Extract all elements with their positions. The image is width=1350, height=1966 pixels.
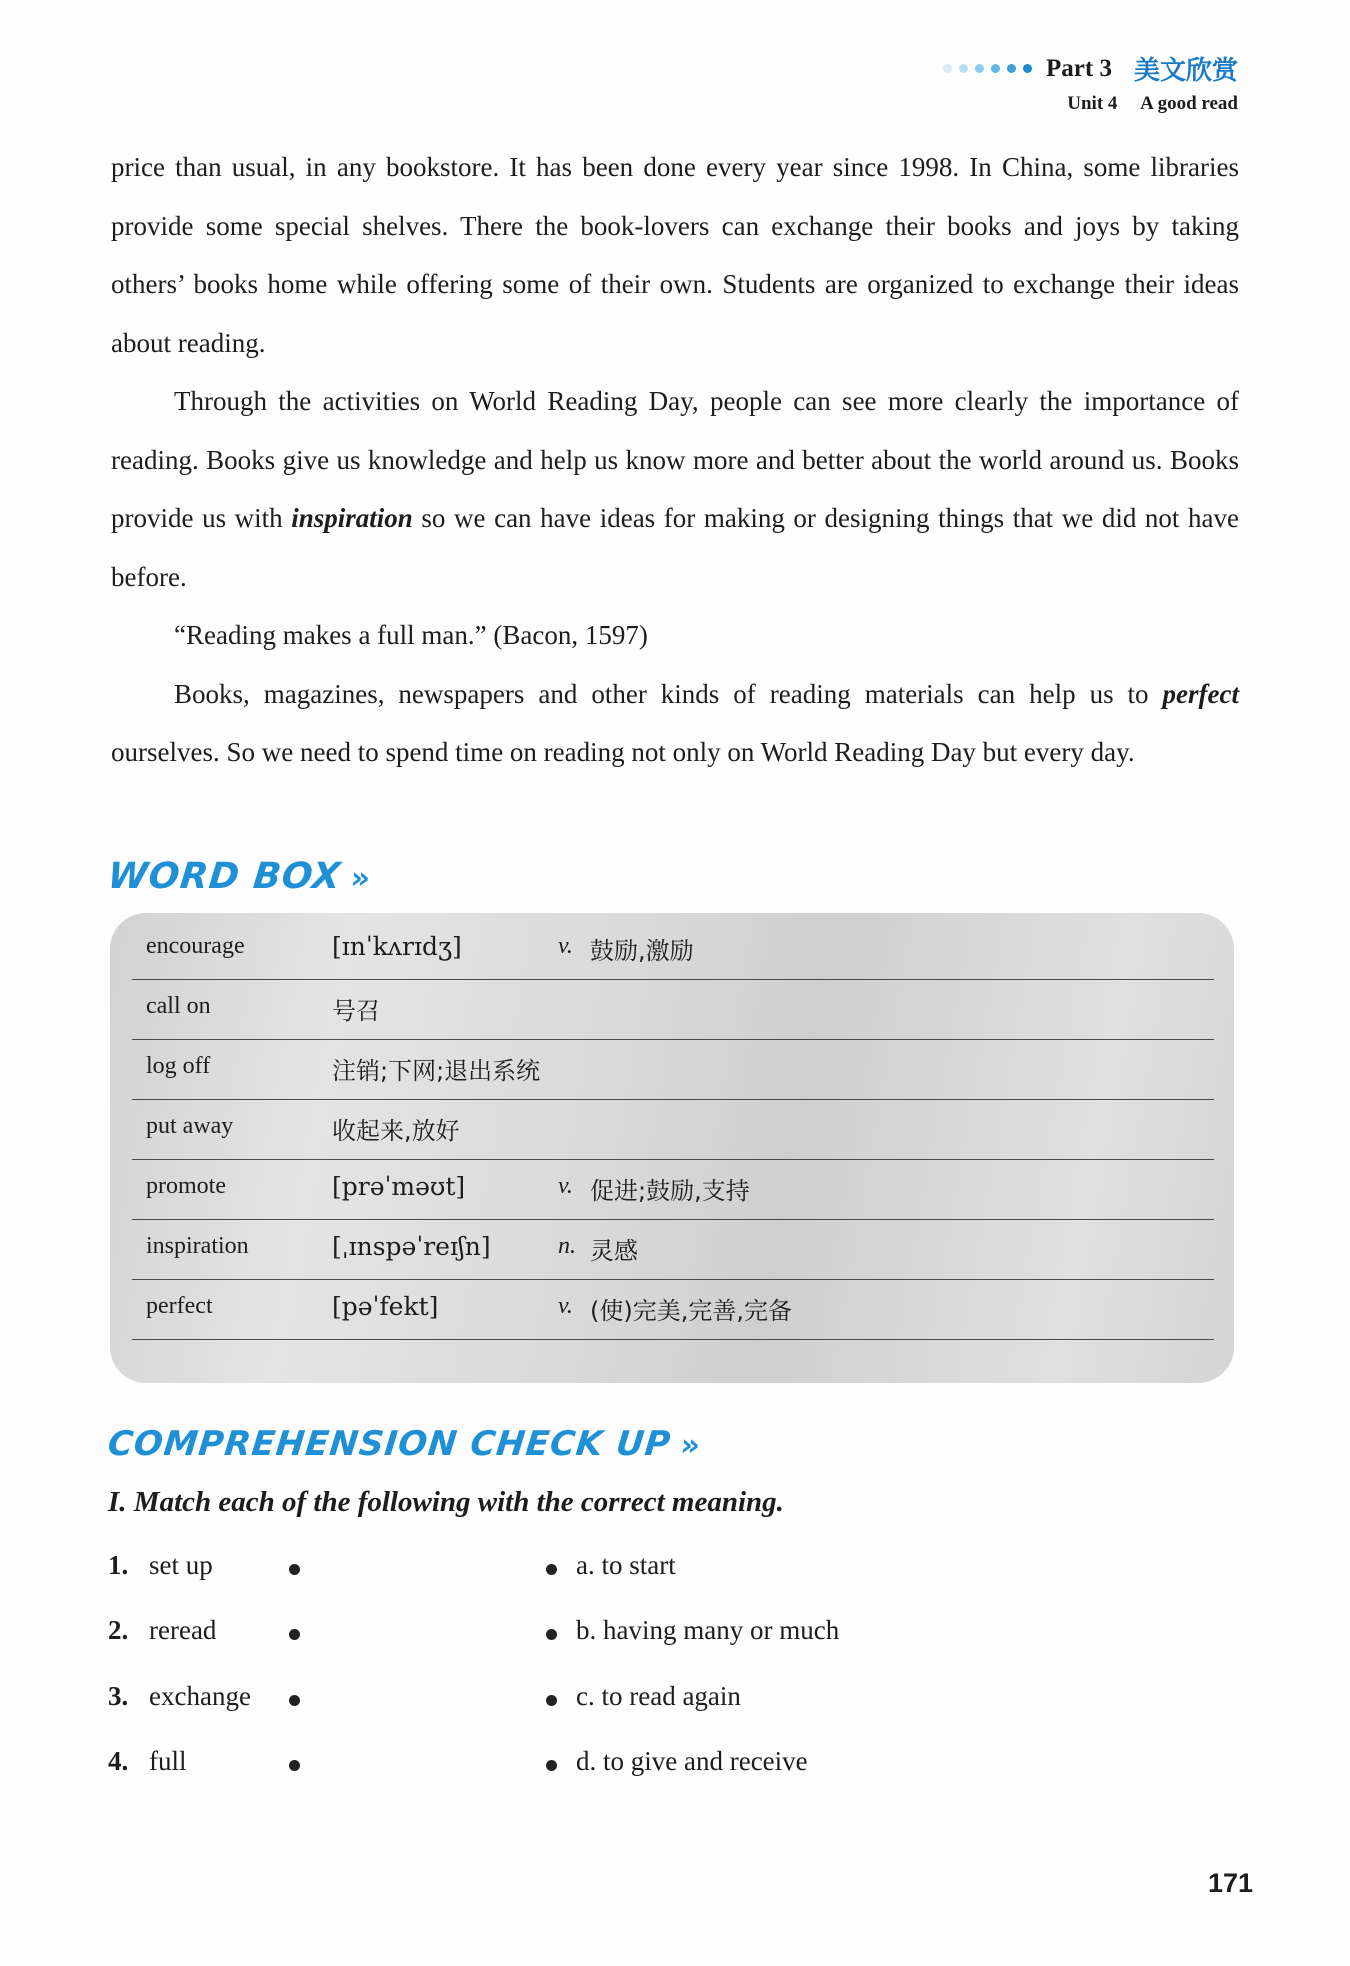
keyword-perfect: perfect [1162,678,1239,709]
item-term: exchange [149,1681,251,1711]
dot-icon [975,64,984,73]
match-item [108,1681,1108,1721]
item-number: 4. [108,1746,129,1776]
article-text [111,138,1239,782]
section-title-cn: 美文欣赏 [1133,56,1238,86]
match-dot-right[interactable] [546,1629,557,1640]
word-box-title [106,856,374,897]
decorative-dots-icon [943,64,1032,73]
item-definition: d. to give and receive [576,1746,808,1776]
word-meaning: 促进;鼓励,支持 [590,1177,750,1205]
page-number: 171 [1207,1868,1253,1898]
part-label: Part 3 [1046,54,1112,82]
comprehension-title-text: COMPREHENSION CHECK UP [105,1424,673,1464]
match-dot-left[interactable] [289,1564,300,1575]
dot-icon [943,64,952,73]
word-phonetic: [ɪnˈkʌrɪdʒ] [332,932,462,961]
item-number: 2. [108,1615,129,1645]
word-term: inspiration [146,1233,249,1259]
word-term: promote [146,1173,226,1199]
match-dot-left[interactable] [289,1695,300,1706]
word-meaning: 灵感 [590,1237,638,1265]
word-row [132,919,1214,980]
word-row [132,1279,1214,1340]
word-term: call on [146,993,211,1019]
keyword-inspiration: inspiration [291,503,413,533]
dot-icon [1007,64,1016,73]
word-pos: v. [558,1173,573,1199]
paragraph-4-text-b: ourselves. So we need to spend time on reading not only on World Reading Day but every day. [111,737,1135,767]
exercise-instruction: I. Match each of the following with the correct meaning. [108,1486,784,1518]
word-pos: n. [558,1233,576,1259]
item-term: full [149,1746,187,1776]
item-definition: b. having many or much [576,1615,840,1645]
dot-icon [991,64,1000,73]
item-term: set up [149,1550,213,1580]
dot-icon [1023,64,1032,73]
match-item [108,1615,1108,1655]
word-phonetic: [prəˈməʊt] [332,1172,466,1201]
match-dot-left[interactable] [289,1760,300,1771]
word-row [132,1039,1214,1100]
page-header [943,50,1238,115]
word-meaning: 鼓励,激励 [590,937,694,965]
comprehension-title [106,1424,703,1464]
item-number: 1. [108,1550,129,1580]
word-row [132,1219,1214,1280]
match-item [108,1550,1108,1590]
dot-icon [959,64,968,73]
match-dot-right[interactable] [546,1760,557,1771]
word-row [132,1159,1214,1220]
double-chevron-icon: » [678,1428,703,1463]
paragraph-2 [111,372,1239,606]
word-box [110,913,1234,1383]
word-meaning: (使)完美,完善,完备 [590,1297,792,1325]
word-term: put away [146,1113,234,1139]
word-term: perfect [146,1293,213,1319]
paragraph-4 [111,665,1239,782]
word-pos: v. [558,1293,573,1319]
paragraph-2-text-a: Through the activities on World Reading Day, people can see more clearly the importance of reading. Books give us knowledge and help us know more and better about the world around us. Books provide us with [111,386,1239,533]
word-box-title-text: WORD BOX [105,856,344,897]
match-dot-left[interactable] [289,1629,300,1640]
word-meaning: 号召 [332,997,380,1025]
word-term: log off [146,1053,211,1079]
bacon-quote: “Reading makes a full man.” (Bacon, 1597) [174,620,648,650]
match-dot-right[interactable] [546,1695,557,1706]
word-pos: v. [558,933,573,959]
match-item [108,1746,1108,1786]
paragraph-4-text-a: Books, magazines, newspapers and other kinds of reading materials can help us to [174,678,1163,709]
word-row [132,979,1214,1040]
match-dot-right[interactable] [546,1564,557,1575]
item-definition: c. to read again [576,1681,741,1711]
word-phonetic: [ˌɪnspəˈreɪʃn] [332,1232,491,1261]
double-chevron-icon: » [348,861,373,896]
word-term: encourage [146,933,245,959]
word-meaning: 注销;下网;退出系统 [332,1057,541,1085]
item-number: 3. [108,1681,129,1711]
paragraph-2-text-b: so we can have ideas for making or designing things that we did not have before. [111,503,1239,592]
word-meaning: 收起来,放好 [332,1117,460,1145]
paragraph-1: price than usual, in any bookstore. It has been done every year since 1998. In China, some libraries provide some special shelves. There the book-lovers can exchange their books and joys by taking others’ books home while offering some of their own. Students are organized to exchange their ideas about reading. [111,152,1239,358]
word-row [132,1099,1214,1160]
unit-title: A good read [1140,93,1238,114]
item-term: reread [149,1615,217,1645]
unit-label: Unit 4 [1067,93,1118,114]
word-phonetic: [pəˈfekt] [332,1292,439,1321]
item-definition: a. to start [576,1550,676,1580]
